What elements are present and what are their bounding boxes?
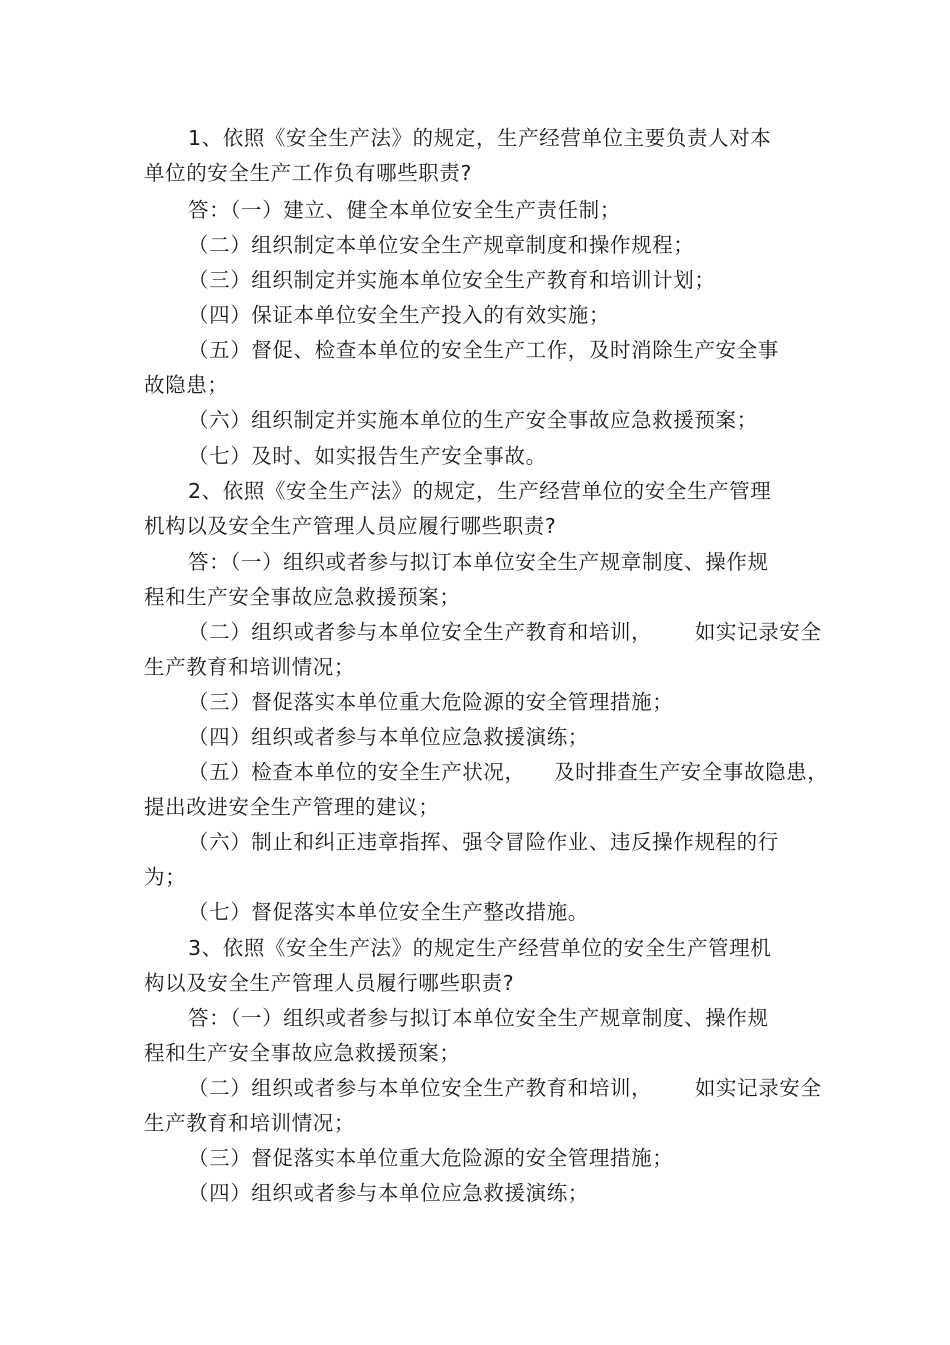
answer-2-item-6-line-1: （六）制止和纠正违章指挥、强令冒险作业、违反操作规程的行	[188, 830, 779, 854]
answer-1-item-7: （七）及时、如实报告生产安全事故。	[188, 444, 547, 468]
answer-3-item-3: （三）督促落实本单位重大危险源的安全管理措施；	[188, 1146, 674, 1170]
answer-2-item-5-line-1: （五）检查本单位的安全生产状况， 及时排查生产安全事故隐患，	[188, 760, 829, 784]
answer-2-item-1-line-2: 程和生产安全事故应急救援预案；	[144, 585, 461, 609]
answer-1-item-5-line-1: （五）督促、检查本单位的安全生产工作，及时消除生产安全事	[188, 338, 779, 362]
question-2-line-2: 机构以及安全生产管理人员应履行哪些职责?	[144, 514, 557, 538]
answer-3-item-2-line-1: （二）组织或者参与本单位安全生产教育和培训， 如实记录安全	[188, 1076, 822, 1100]
answer-3-item-1-line-1: 答：（一）组织或者参与拟订本单位安全生产规章制度、操作规	[188, 1006, 769, 1030]
answer-3-item-1-line-2: 程和生产安全事故应急救援预案；	[144, 1041, 461, 1065]
answer-1-item-2: （二）组织制定本单位安全生产规章制度和操作规程；	[188, 233, 695, 257]
answer-2-item-4: （四）组织或者参与本单位应急救援演练；	[188, 725, 589, 749]
question-3-line-2: 构以及安全生产管理人员履行哪些职责?	[144, 971, 515, 995]
answer-2-item-6-line-2: 为；	[144, 865, 187, 889]
answer-1-item-6: （六）组织制定并实施本单位的生产安全事故应急救援预案；	[188, 408, 758, 432]
question-1-line-1: 1、依照《安全生产法》的规定，生产经营单位主要负责人对本	[188, 126, 772, 150]
answer-2-item-2-line-2: 生产教育和培训情况；	[144, 655, 355, 679]
answer-1-item-3: （三）组织制定并实施本单位安全生产教育和培训计划；	[188, 268, 716, 292]
answer-1-item-1: 答：（一）建立、健全本单位安全生产责任制；	[188, 198, 621, 222]
answer-1-item-4: （四）保证本单位安全生产投入的有效实施；	[188, 303, 610, 327]
answer-3-item-2-line-2: 生产教育和培训情况；	[144, 1111, 355, 1135]
answer-2-item-2-line-1: （二）组织或者参与本单位安全生产教育和培训， 如实记录安全	[188, 620, 822, 644]
answer-3-item-4: （四）组织或者参与本单位应急救援演练；	[188, 1181, 589, 1205]
answer-2-item-5-line-2: 提出改进安全生产管理的建议；	[144, 795, 440, 819]
question-3-line-1: 3、依照《安全生产法》的规定生产经营单位的安全生产管理机	[188, 936, 772, 960]
question-1-line-2: 单位的安全生产工作负有哪些职责?	[144, 161, 472, 185]
answer-2-item-3: （三）督促落实本单位重大危险源的安全管理措施；	[188, 690, 674, 714]
answer-2-item-7: （七）督促落实本单位安全生产整改措施。	[188, 900, 589, 924]
answer-2-item-1-line-1: 答：（一）组织或者参与拟订本单位安全生产规章制度、操作规	[188, 550, 769, 574]
question-2-line-1: 2、依照《安全生产法》的规定，生产经营单位的安全生产管理	[188, 479, 772, 503]
answer-1-item-5-line-2: 故隐患；	[144, 373, 229, 397]
